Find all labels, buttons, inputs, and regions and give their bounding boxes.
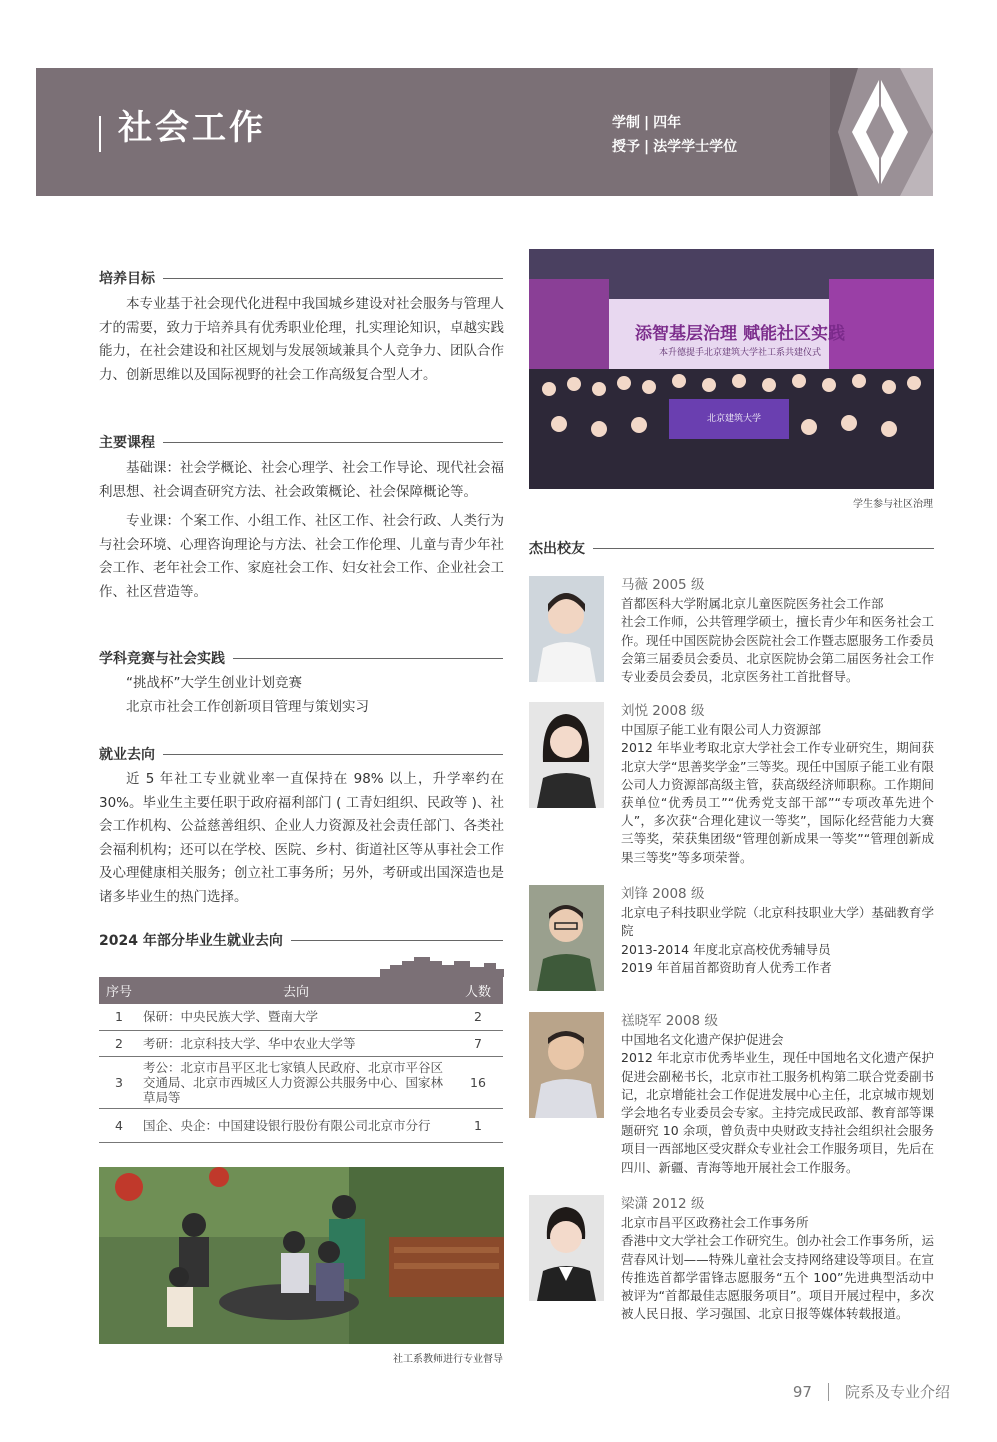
col-header-count: 人数 bbox=[453, 977, 503, 1004]
courses-heading bbox=[99, 432, 503, 452]
alumni-text bbox=[621, 576, 934, 686]
title-bar-accent bbox=[99, 116, 101, 152]
event-banner-subtitle: 本升德提手北京建筑大学社工系共建仪式 bbox=[658, 348, 821, 358]
employment-table bbox=[99, 977, 503, 1143]
courses-heading-text: 主要课程 bbox=[99, 435, 155, 451]
alumni-heading bbox=[529, 538, 934, 558]
table-row bbox=[99, 1108, 503, 1142]
alumni-name: 刘悦 2008 级 bbox=[621, 703, 705, 719]
table-row bbox=[99, 1030, 503, 1056]
table-row bbox=[99, 1004, 503, 1030]
alumni-desc: 2012 年毕业考取北京大学社会工作专业研究生，期间获北京大学“思善奖学金”三等奖。现任中国原子能工业有限公司人力资源部高级主管，获高级经济师职称。工作期间获单位“优秀员工”“优秀党支部干部”“专项改革先进个人”，多次获“合理化建议一等奖”，国际化经营能力大赛三等奖，荣获集团级“管理创新成果一等奖”“管理创新成果三等奖”等多项荣誉。 bbox=[621, 740, 934, 865]
duration-value: 四年 bbox=[653, 115, 682, 131]
page-number: 97 bbox=[792, 1382, 812, 1401]
cell-count: 7 bbox=[453, 1030, 503, 1056]
avatar bbox=[529, 1012, 604, 1118]
employment-paragraph: 近 5 年社工专业就业率一直保持在 98% 以上，升学率约在 30%。毕业生主要任职于政府福利部门 ( 工青妇组织、民政等 )、社会工作机构、公益慈善组织、企业人力资源及社会责任部门、各类社会福利机构；还可以在学校、医院、乡村、街道社区等从事社会工作及心理健康相关服务；创立社工事务所；另外，考研或出国深造也是诸多毕业生的热门选择。 bbox=[99, 771, 504, 905]
alumni-text bbox=[621, 702, 934, 867]
skyline-icon bbox=[380, 955, 504, 977]
col-header-destination: 去向 bbox=[139, 977, 453, 1004]
cell-destination: 考研：北京科技大学、华中农业大学等 bbox=[139, 1030, 453, 1056]
geometric-logo-icon bbox=[830, 68, 933, 196]
degree-label: 授予 bbox=[612, 139, 640, 155]
flag-text: 北京建筑大学 bbox=[706, 414, 761, 424]
cell-destination: 保研：中央民族大学、暨南大学 bbox=[139, 1004, 453, 1030]
alumni-text bbox=[621, 1195, 934, 1323]
alumni-heading-text: 杰出校友 bbox=[529, 541, 585, 557]
cell-count: 16 bbox=[453, 1056, 503, 1108]
employment-heading-text: 就业去向 bbox=[99, 747, 155, 763]
employment-heading bbox=[99, 744, 503, 764]
alumni-desc: 2012 年北京市优秀毕业生，现任中国地名文化遗产保护促进会副秘书长，北京市社工服务机构第二联合党委副书记，北京增能社会工作促进发展中心主任，北京城市规划学会地名专业委员会专家。主持完成民政部、教育部等课题研究 10 余项，曾负责中央财政支持社会组织社会服务项目一西部地区受灾群众专业社会工作服务项目，先后在四川、新疆、青海等地开展社会工作服务。 bbox=[621, 1050, 934, 1175]
alumni-org: 北京电子科技职业学院（北京科技职业大学）基础教育学院 bbox=[621, 905, 934, 939]
alumni-desc: 香港中文大学社会工作研究生。创办社会工作事务所，运营春风计划——特殊儿童社会支持网络建设等项目。在宣传推选首都学雷锋志愿服务“五个 100”先进典型活动中被评为“首都最佳志愿服务项目”。项目开展过程中，多次被人民日报、学习强国、北京日报等媒体转载报道。 bbox=[621, 1233, 934, 1322]
avatar bbox=[529, 576, 604, 682]
goals-heading bbox=[99, 268, 503, 288]
goals-paragraph: 本专业基于社会现代化进程中我国城乡建设对社会服务与管理人才的需要，致力于培养具有优秀职业伦理，扎实理论知识，卓越实践能力，在社会建设和社区规划与发展领域兼具个人竞争力、团队合作力、创新思维以及国际视野的社会工作高级复合型人才。 bbox=[99, 296, 504, 383]
cell-destination: 考公：北京市昌平区北七家镇人民政府、北京市平谷区交通局、北京市西城区人力资源公共服务中心、国家林草局等 bbox=[139, 1056, 453, 1108]
cell-destination: 国企、央企：中国建设银行股份有限公司北京市分行 bbox=[139, 1108, 453, 1142]
basic-courses: 基础课：社会学概论、社会心理学、社会工作导论、现代社会福利思想、社会调查研究方法、社会政策概论、社会保障概论等。 bbox=[99, 460, 504, 500]
alumni-name: 禚晓军 2008 级 bbox=[621, 1013, 718, 1029]
competitions-list bbox=[99, 672, 504, 719]
courses-text bbox=[99, 457, 504, 604]
goals-heading-text: 培养目标 bbox=[99, 271, 155, 287]
col-header-index: 序号 bbox=[99, 977, 139, 1004]
header-banner bbox=[36, 68, 933, 196]
goals-text bbox=[99, 293, 504, 387]
event-banner-title: 添智基层治理 赋能社区实践 bbox=[635, 324, 845, 344]
table-heading-text: 2024 年部分毕业生就业去向 bbox=[99, 933, 283, 949]
cell-index: 2 bbox=[99, 1030, 139, 1056]
alumni-name: 刘锋 2008 级 bbox=[621, 886, 705, 902]
alumni-text bbox=[621, 1012, 934, 1177]
alumni-org: 首都医科大学附属北京儿童医院医务社会工作部 bbox=[621, 596, 884, 612]
community-governance-photo bbox=[529, 249, 934, 489]
cell-count: 1 bbox=[453, 1108, 503, 1142]
footer-section: 院系及专业介绍 bbox=[844, 1383, 950, 1401]
alumni-name: 马薇 2005 级 bbox=[621, 577, 705, 593]
alumni-org: 中国原子能工业有限公司人力资源部 bbox=[621, 722, 822, 738]
alumni-org: 北京市昌平区政務社会工作事务所 bbox=[621, 1215, 809, 1231]
table-heading bbox=[99, 930, 503, 950]
top-photo-caption: 学生参与社区治理 bbox=[853, 499, 933, 510]
alumni-org: 中国地名文化遗产保护促进会 bbox=[621, 1032, 784, 1048]
alumni-text bbox=[621, 885, 934, 977]
cell-index: 4 bbox=[99, 1108, 139, 1142]
major-courses: 专业课：个案工作、小组工作、社区工作、社会行政、人类行为与社会环境、心理咨询理论与方法、社会工作伦理、儿童与青少年社会工作、老年社会工作、家庭社会工作、妇女社会工作、企业社会工作、社区营造等。 bbox=[99, 513, 504, 600]
degree-value: 法学学士学位 bbox=[653, 139, 738, 155]
table-row bbox=[99, 1056, 503, 1108]
avatar bbox=[529, 702, 604, 808]
supervision-photo bbox=[99, 1167, 504, 1344]
page-title: 社会工作 bbox=[118, 108, 266, 148]
avatar bbox=[529, 885, 604, 991]
competition-item: 北京市社会工作创新项目管理与策划实习 bbox=[126, 698, 369, 715]
cell-count: 2 bbox=[453, 1004, 503, 1030]
competition-item: “挑战杯”大学生创业计划竞赛 bbox=[126, 675, 302, 691]
footer-divider bbox=[828, 1383, 829, 1401]
program-meta: 学制 | 四年 授予 | 法学学士学位 bbox=[612, 115, 738, 155]
cell-index: 1 bbox=[99, 1004, 139, 1030]
bottom-photo-caption: 社工系教师进行专业督导 bbox=[393, 1354, 503, 1365]
cell-index: 3 bbox=[99, 1056, 139, 1108]
alumni-desc: 2013-2014 年度北京高校优秀辅导员 2019 年首届首都资助育人优秀工作者 bbox=[621, 941, 832, 975]
duration-label: 学制 bbox=[612, 115, 640, 131]
avatar bbox=[529, 1195, 604, 1301]
page-footer bbox=[793, 1381, 950, 1402]
employment-text bbox=[99, 768, 504, 909]
competitions-heading bbox=[99, 648, 503, 668]
alumni-desc: 社会工作师，公共管理学硕士，擅长青少年和医务社会工作。现任中国医院协会医院社会工作暨志愿服务工作委员会第三届委员会委员、北京医院协会第二届医务社会工作专业委员会委员，北京医务社工首批督导。 bbox=[621, 614, 934, 685]
competitions-heading-text: 学科竞赛与社会实践 bbox=[99, 651, 225, 667]
alumni-name: 梁潇 2012 级 bbox=[621, 1196, 705, 1212]
